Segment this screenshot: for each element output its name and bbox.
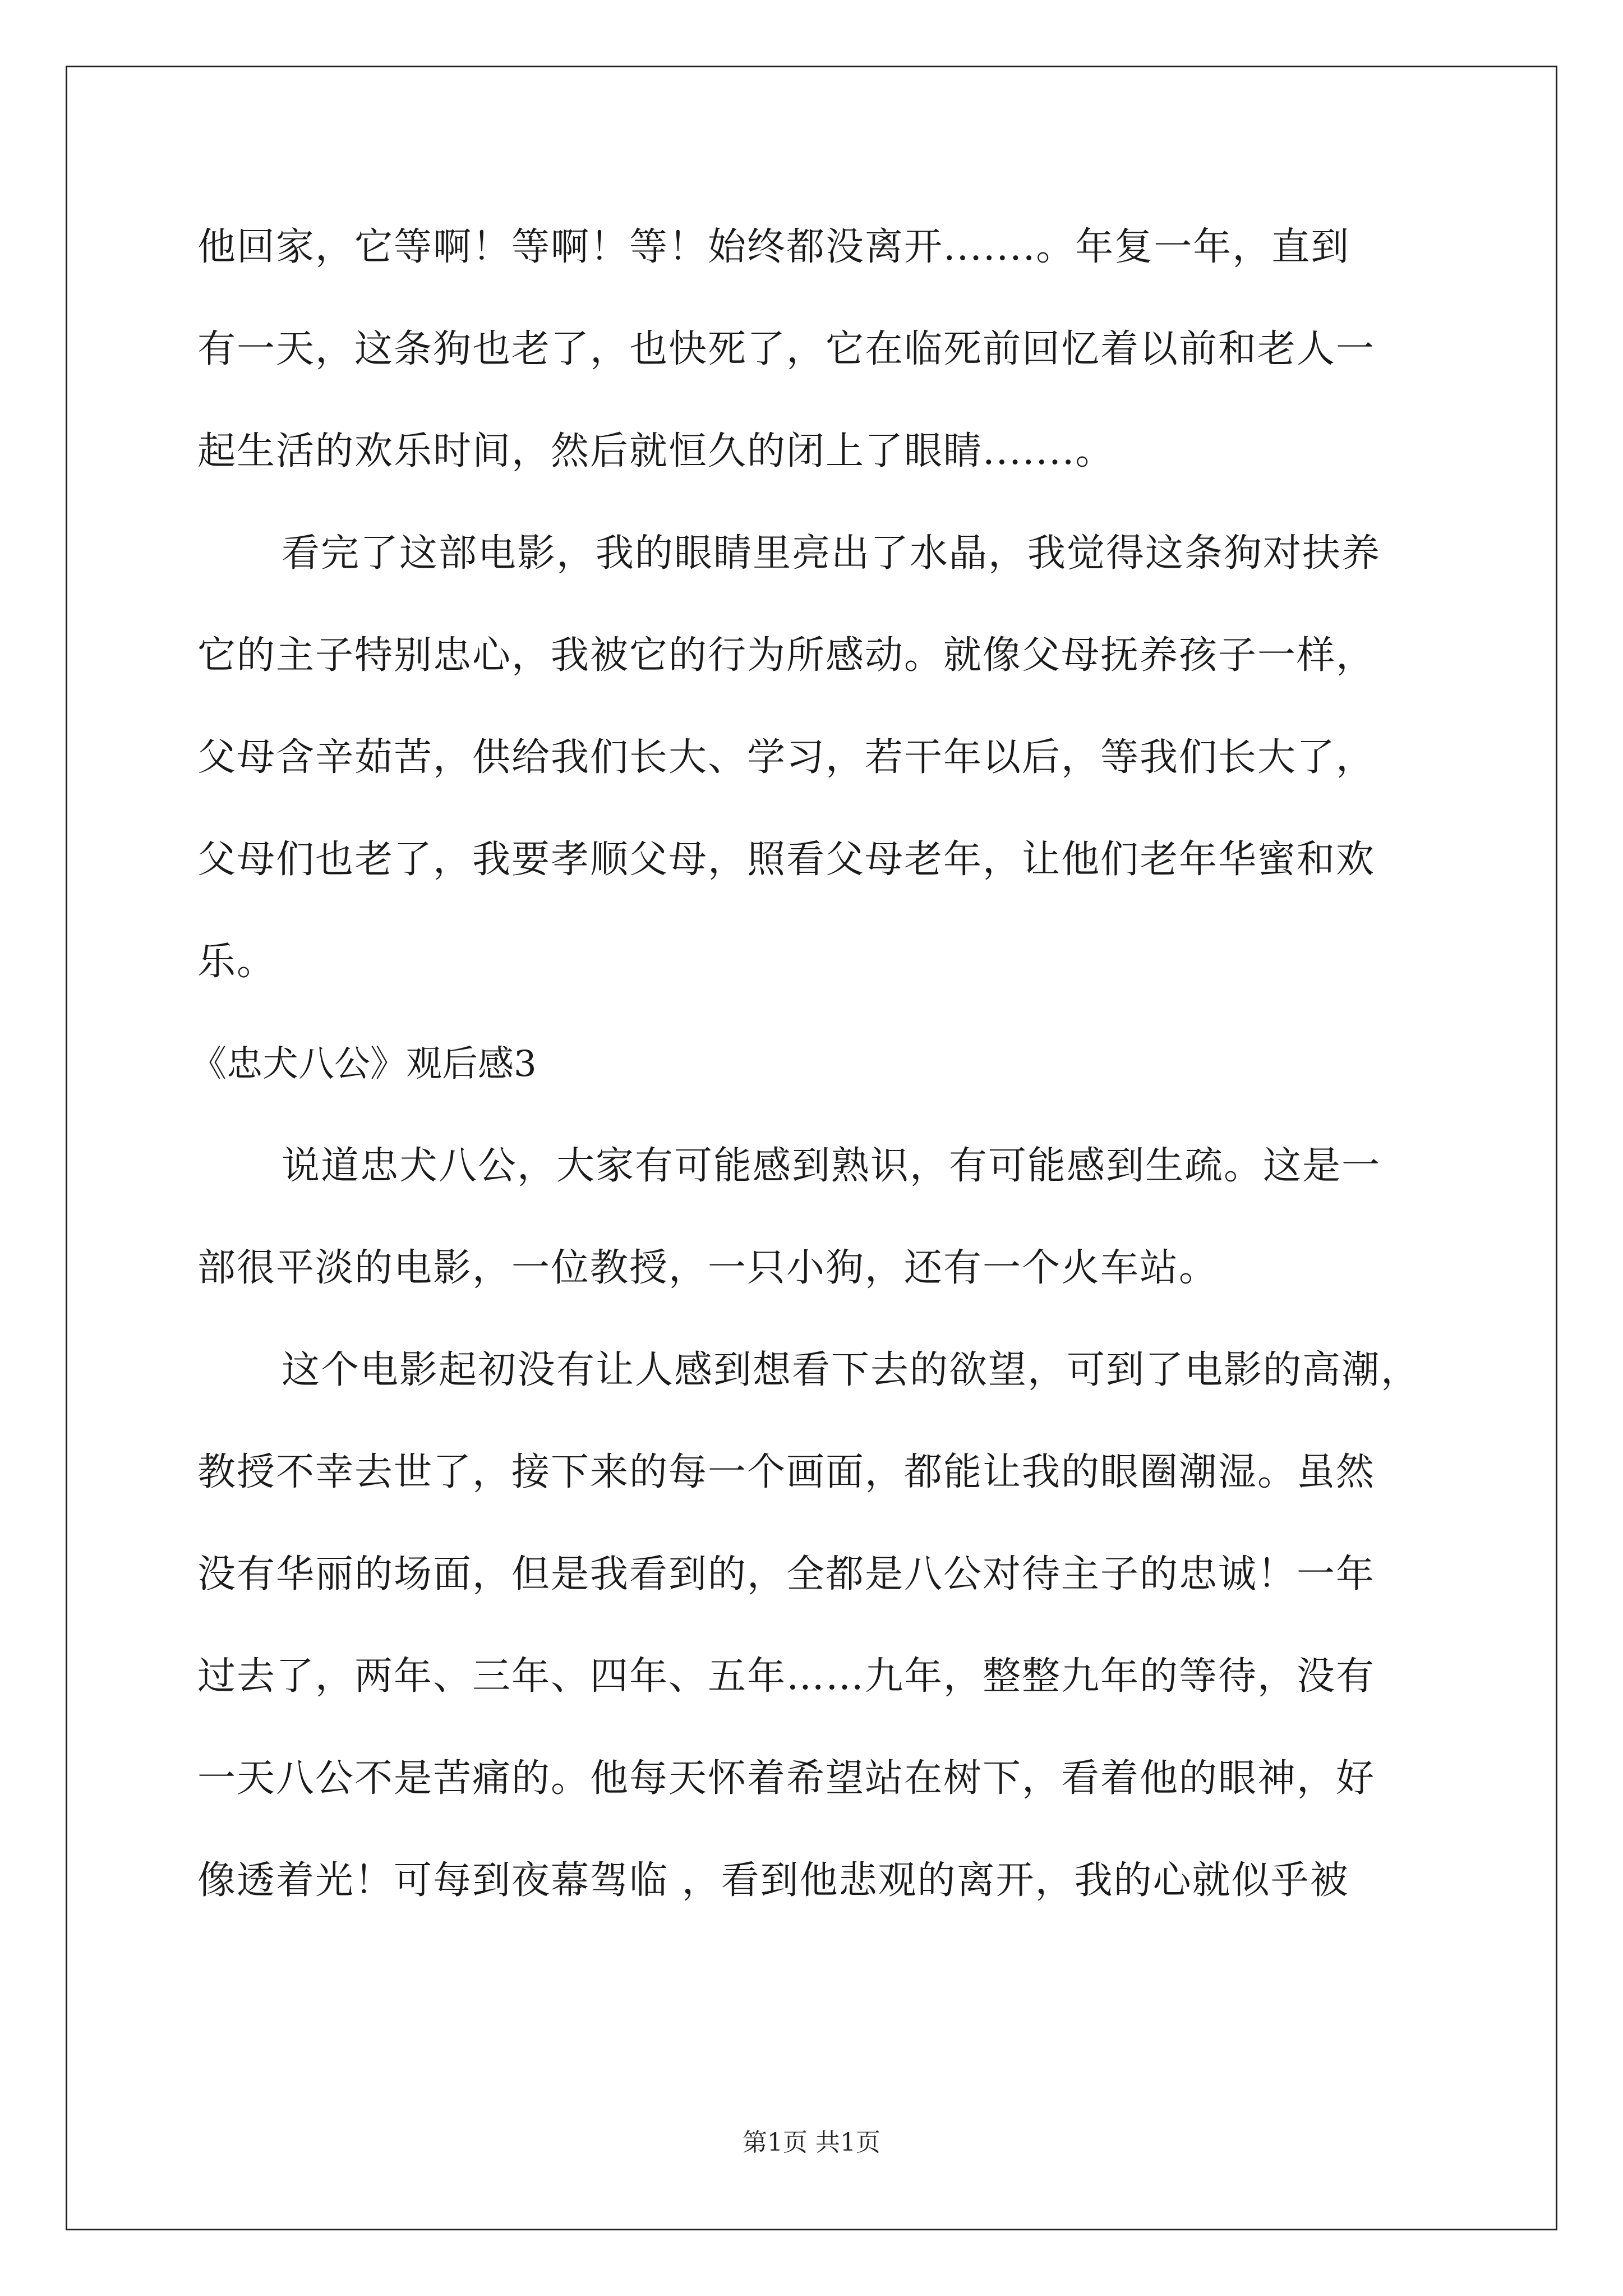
text-line: 起生活的欢乐时间，然后就恒久的闭上了眼睛.......。 [197,429,1115,473]
text-line: 它的主子特别忠心，我被它的行为所感动。就像父母抚养孩子一样， [197,633,1376,678]
text-line: 父母们也老了，我要孝顺父母，照看父母老年，让他们老年华蜜和欢 [197,838,1376,882]
text-line: 父母含辛茹苦，供给我们长大、学习，若干年以后，等我们长大了， [197,735,1376,780]
text-line: 他回家，它等啊！等啊！等！始终都没离开.......。年复一年，直到 [197,225,1350,269]
text-line: 部很平淡的电影，一位教授，一只小狗，还有一个火车站。 [197,1246,1219,1290]
paragraph-first-line: 看完了这部电影，我的眼睛里亮出了水晶，我觉得这条狗对扶养 [282,531,1381,576]
text-line: 有一天，这条狗也老了，也快死了，它在临死前回忆着以前和老人一 [197,327,1376,371]
text-line: 没有华丽的场面，但是我看到的，全都是八公对待主子的忠诚！一年 [197,1552,1376,1596]
text-line: 过去了，两年、三年、四年、五年……九年，整整九年的等待，没有 [197,1654,1376,1699]
paragraph-first-line: 说道忠犬八公，大家有可能感到熟识，有可能感到生疏。这是一 [282,1144,1381,1188]
text-line: 一天八公不是苦痛的。他每天怀着希望站在树下，看着他的眼神，好 [197,1756,1376,1801]
section-heading: 《忠犬八公》观后感3 [191,1043,537,1085]
text-line: 教授不幸去世了，接下来的每一个画面，都能让我的眼圈潮湿。虽然 [197,1450,1376,1494]
page-footer: 第1页 共1页 [743,2128,880,2157]
paragraph-first-line: 这个电影起初没有让人感到想看下去的欲望，可到了电影的高潮， [282,1348,1421,1392]
document-body [191,196,1431,1932]
text-line: 像透着光！可每到夜幕驾临 ，看到他悲观的离开，我的心就似乎被 [197,1858,1349,1903]
text-line: 乐。 [197,940,276,984]
